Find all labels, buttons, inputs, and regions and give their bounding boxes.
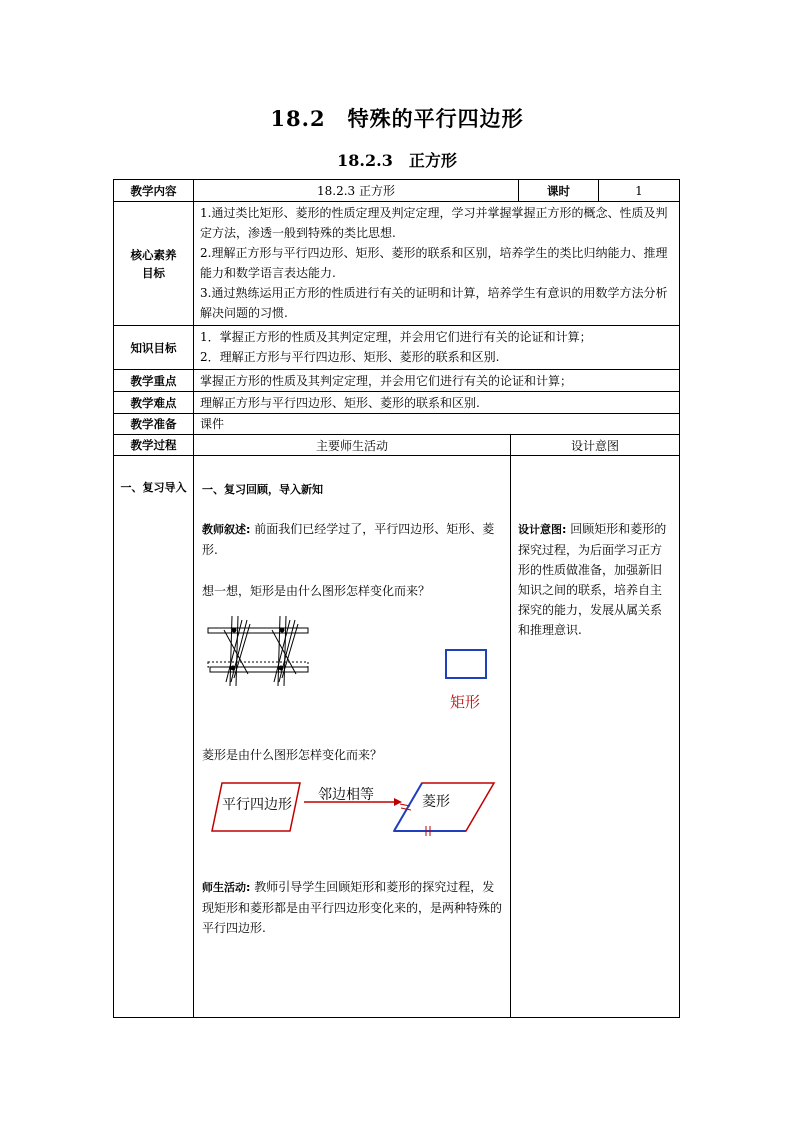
activity-label: 师生活动: — [202, 881, 251, 894]
process-label: 教学过程 — [113, 434, 194, 456]
narration-text: 前面我们已经学过了，平行四边形、矩形、菱形. — [202, 522, 495, 557]
stage-cell — [113, 455, 194, 1018]
difficulty-label: 教学难点 — [113, 391, 194, 414]
lesson-plan-table — [113, 179, 680, 1018]
arrow-label: 邻边相等 — [318, 787, 374, 803]
key-point-label: 教学重点 — [113, 369, 194, 392]
page-subtitle: 18.2.3 正方形 — [337, 151, 457, 170]
design-paragraph — [518, 519, 673, 640]
activity-paragraph — [202, 877, 502, 938]
literacy-label-line2: 目标 — [142, 265, 165, 280]
narration-paragraph — [202, 519, 502, 560]
design-text: 回顾矩形和菱形的探究过程，为后面学习正方形的性质做准备，加强新旧知识之间的联系，培养自主探究的能力，发展从属关系和推理意识. — [518, 522, 667, 637]
arrow-head-icon — [394, 798, 402, 806]
period-value: 1 — [598, 179, 680, 202]
literacy-content — [193, 201, 680, 326]
activity-cell — [193, 455, 511, 1018]
prep-label: 教学准备 — [113, 413, 194, 435]
rhombus-side-left — [394, 783, 422, 831]
design-cell — [510, 455, 680, 1018]
stage-label: 一、复习导入 — [120, 481, 187, 494]
content-label: 教学内容 — [113, 179, 194, 202]
literacy-item: 1.通过类比矩形、菱形的性质定理及判定定理，学习并掌握掌握正方形的概念、性质及判定方法，渗透一般到特殊的类比思想. — [200, 206, 668, 240]
period-label: 课时 — [518, 179, 599, 202]
rectangle-label: 矩形 — [450, 693, 481, 711]
question-rhombus: 菱形是由什么图形怎样变化而来？ — [202, 748, 383, 762]
prep-value: 课件 — [193, 413, 680, 435]
design-label: 设计意图: — [518, 523, 567, 536]
key-point-value: 掌握正方形的性质及其判定定理，并会用它们进行有关的论证和计算； — [193, 369, 680, 392]
knowledge-item: 2．理解正方形与平行四边形、矩形、菱形的联系和区别. — [200, 350, 500, 364]
design-header: 设计意图 — [510, 434, 680, 456]
knowledge-label: 知识目标 — [113, 325, 194, 370]
rectangle-shape — [446, 650, 486, 678]
literacy-label — [113, 201, 194, 326]
question-rectangle: 想一想，矩形是由什么图形怎样变化而来？ — [202, 584, 431, 598]
literacy-item: 2.理解正方形与平行四边形、矩形、菱形的联系和区别，培养学生的类比归纳能力、推理能力和数学语言表达能力. — [200, 246, 668, 280]
literacy-label-line1: 核心素养 — [130, 247, 177, 262]
difficulty-value: 理解正方形与平行四边形、矩形、菱形的联系和区别. — [193, 391, 680, 414]
page-title: 18.2 特殊的平行四边形 — [270, 106, 524, 131]
knowledge-item: 1．掌握正方形的性质及其判定定理，并会用它们进行有关的论证和计算； — [200, 330, 592, 344]
literacy-item: 3.通过熟练运用正方形的性质进行有关的证明和计算，培养学生有意识的用数学方法分析解决问题的习惯. — [200, 286, 668, 320]
frame-sketch-icon — [208, 616, 308, 686]
parallelogram-label: 平行四边形 — [222, 797, 292, 813]
narration-label: 教师叙述: — [202, 523, 251, 536]
activity-header: 主要师生活动 — [193, 434, 511, 456]
section-heading: 一、复习回顾，导入新知 — [202, 483, 323, 496]
content-value: 18.2.3 正方形 — [193, 179, 519, 202]
rhombus-label: 菱形 — [422, 794, 450, 810]
activity-text: 教师引导学生回顾矩形和菱形的探究过程，发现矩形和菱形都是由平行四边形变化来的，是两种特殊的平行四边形. — [202, 880, 503, 935]
knowledge-content — [193, 325, 680, 370]
